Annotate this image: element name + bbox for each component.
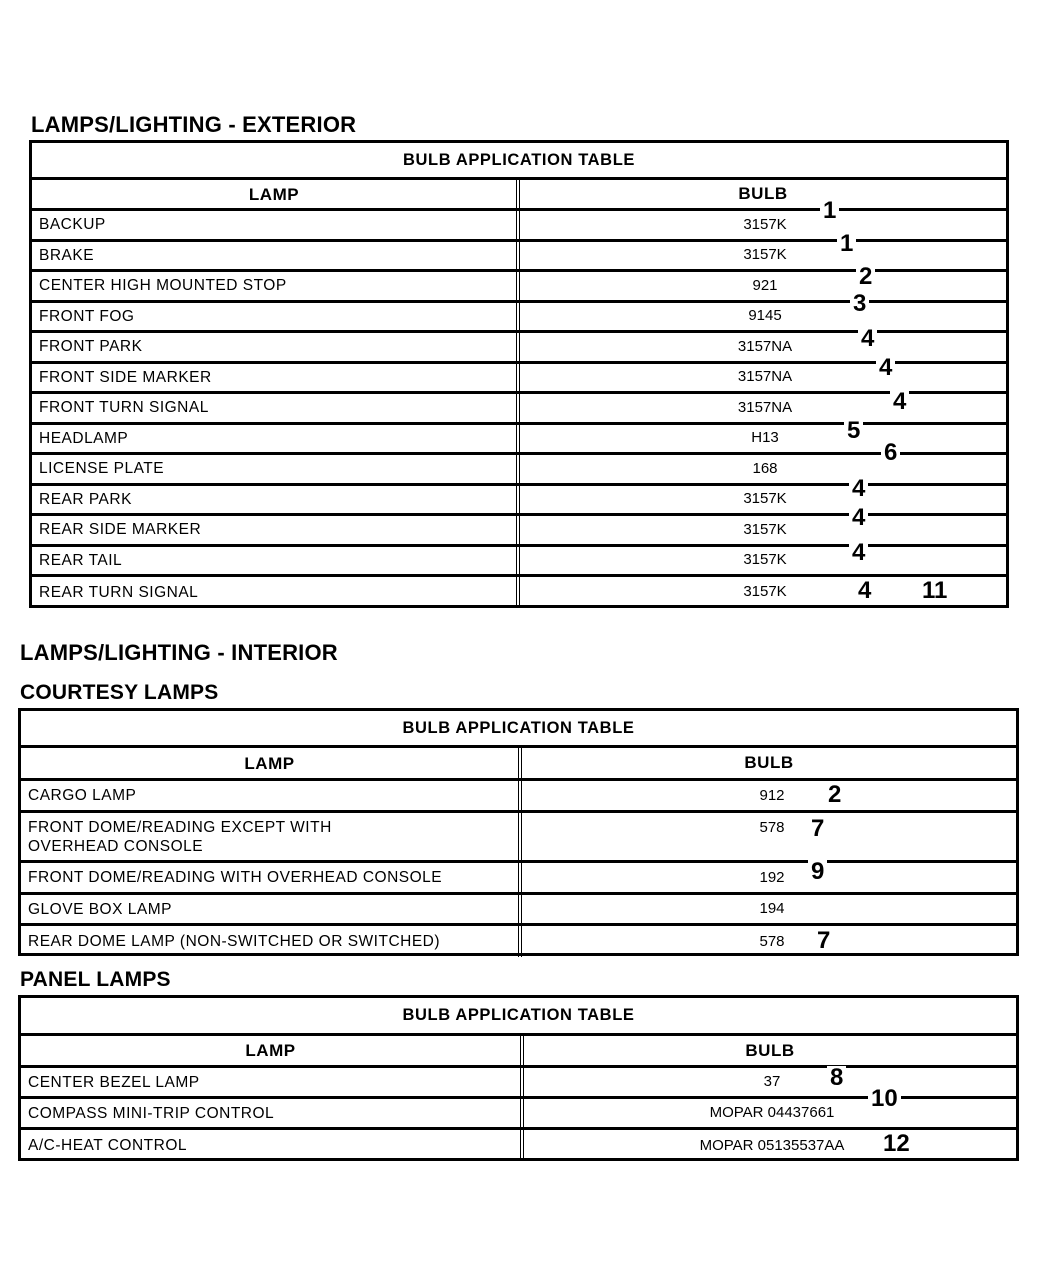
lamp-cell: CENTER HIGH MOUNTED STOP — [32, 272, 520, 300]
bulb-value: 3157K — [743, 246, 787, 264]
bulb-value: 3157K — [743, 551, 787, 569]
table-row — [32, 325, 1006, 364]
callout-number-secondary: 11 — [919, 579, 950, 603]
bulb-value: 37 — [763, 1073, 781, 1090]
table-row — [21, 1085, 1016, 1130]
table-row — [21, 1064, 1016, 1099]
column-header-bulb: BULB — [744, 753, 794, 772]
table-row — [32, 197, 1006, 242]
bulb-value: 578 — [759, 819, 785, 836]
callout-number: 4 — [849, 477, 868, 501]
callout-number: 1 — [820, 199, 839, 223]
bulb-cell — [524, 1085, 1016, 1127]
callout-number: 4 — [890, 390, 909, 414]
callout-number: 10 — [868, 1087, 901, 1111]
table-row — [32, 416, 1006, 456]
lamp-cell: HEADLAMP — [32, 425, 520, 453]
callout-number: 9 — [808, 860, 827, 884]
bulb-value: 3157K — [743, 490, 787, 508]
bulb-cell — [522, 858, 1016, 892]
exterior-heading: LAMPS/LIGHTING - EXTERIOR — [31, 112, 357, 137]
bulb-value: 3157NA — [737, 337, 793, 355]
lamp-cell: BACKUP — [32, 211, 520, 239]
callout-number: 4 — [849, 506, 868, 530]
callout-number: 2 — [825, 783, 844, 807]
bulb-cell — [522, 781, 1016, 810]
bulb-value: 9145 — [748, 307, 782, 325]
callout-number: 2 — [856, 265, 875, 289]
interior-heading: LAMPS/LIGHTING - INTERIOR — [20, 640, 338, 665]
lamp-cell: FRONT DOME/READING WITH OVERHEAD CONSOLE — [21, 863, 522, 892]
bulb-cell — [520, 263, 1006, 300]
table-row — [21, 858, 1016, 895]
bulb-cell — [522, 926, 1016, 957]
bulb-cell — [520, 197, 1006, 239]
bulb-cell — [520, 439, 1006, 483]
bulb-value: 912 — [759, 786, 785, 804]
bulb-value: 168 — [752, 459, 778, 477]
callout-number: 4 — [855, 579, 874, 603]
lamp-cell: A/C-HEAT CONTROL — [21, 1130, 524, 1161]
lamp-cell: FRONT SIDE MARKER — [32, 364, 520, 392]
table-row — [21, 813, 1016, 863]
callout-number: 5 — [844, 419, 863, 443]
table-row — [32, 577, 1006, 608]
column-header-bulb: BULB — [745, 1040, 795, 1060]
lamp-text-line1: FRONT DOME/READING EXCEPT WITH — [28, 819, 332, 836]
column-header-lamp: LAMP — [21, 748, 522, 778]
lamp-cell — [21, 813, 522, 860]
bulb-cell — [524, 1130, 1016, 1161]
bulb-value: 3157NA — [737, 368, 793, 386]
lamp-text-line2: OVERHEAD CONSOLE — [28, 838, 204, 855]
lamp-cell: COMPASS MINI-TRIP CONTROL — [21, 1099, 524, 1127]
table-row — [21, 781, 1016, 813]
lamp-cell: REAR DOME LAMP (NON-SWITCHED OR SWITCHED) — [21, 926, 522, 957]
table-header-row — [32, 180, 1006, 211]
courtesy-bulb-table — [18, 708, 1019, 956]
lamp-cell: BRAKE — [32, 242, 520, 270]
callout-number: 4 — [858, 327, 877, 351]
callout-number: 7 — [808, 817, 827, 841]
bulb-value: 3157K — [743, 583, 787, 601]
bulb-cell — [522, 813, 1016, 860]
panel-lamps-heading: PANEL LAMPS — [20, 968, 171, 991]
lamp-cell: REAR SIDE MARKER — [32, 516, 520, 544]
exterior-bulb-table — [29, 140, 1009, 608]
bulb-cell — [520, 504, 1006, 544]
callout-number: 8 — [827, 1066, 846, 1090]
bulb-cell — [520, 577, 1006, 608]
lamp-cell: FRONT TURN SIGNAL — [32, 394, 520, 422]
bulb-cell — [520, 388, 1006, 422]
courtesy-lamps-heading: COURTESY LAMPS — [20, 681, 219, 704]
bulb-value: 3157K — [743, 520, 787, 538]
bulb-cell — [520, 353, 1006, 392]
table-row — [32, 353, 1006, 395]
table-row — [21, 926, 1016, 957]
callout-number: 1 — [837, 232, 856, 256]
lamp-cell: FRONT PARK — [32, 333, 520, 361]
table-row — [32, 538, 1006, 578]
bulb-cell — [520, 416, 1006, 453]
lamp-cell: REAR TURN SIGNAL — [32, 577, 520, 608]
bulb-value: 192 — [759, 868, 785, 886]
bulb-value: 578 — [759, 932, 785, 950]
callout-number: 6 — [881, 441, 900, 465]
column-header-bulb: BULB — [738, 184, 788, 203]
bulb-cell — [522, 895, 1016, 923]
bulb-value: MOPAR 04437661 — [709, 1104, 835, 1121]
callout-number: 4 — [876, 356, 895, 380]
bulb-cell — [520, 325, 1006, 361]
bulb-cell — [524, 1064, 1016, 1096]
table-caption: BULB APPLICATION TABLE — [21, 998, 1016, 1036]
lamp-cell: CENTER BEZEL LAMP — [21, 1068, 524, 1096]
callout-number: 7 — [814, 929, 833, 953]
bulb-value: 3157K — [743, 215, 787, 233]
bulb-cell — [520, 229, 1006, 270]
bulb-value: 3157NA — [737, 398, 793, 416]
lamp-cell: REAR TAIL — [32, 547, 520, 575]
table-row — [21, 895, 1016, 926]
table-row — [21, 1130, 1016, 1161]
callout-number: 3 — [850, 292, 869, 316]
callout-number: 12 — [880, 1132, 913, 1156]
bulb-value: 194 — [759, 900, 785, 917]
bulb-value: 921 — [752, 276, 778, 294]
panel-bulb-table — [18, 995, 1019, 1161]
lamp-cell: FRONT FOG — [32, 303, 520, 331]
lamp-cell: LICENSE PLATE — [32, 455, 520, 483]
bulb-cell — [520, 538, 1006, 575]
lamp-cell: REAR PARK — [32, 486, 520, 514]
bulb-cell — [520, 474, 1006, 514]
table-header-row — [21, 748, 1016, 781]
table-header-row — [21, 1036, 1016, 1068]
bulb-value: H13 — [751, 429, 779, 447]
table-caption: BULB APPLICATION TABLE — [32, 143, 1006, 180]
table-caption: BULB APPLICATION TABLE — [21, 711, 1016, 748]
lamp-cell: CARGO LAMP — [21, 781, 522, 810]
column-header-lamp: LAMP — [32, 180, 520, 208]
bulb-value: MOPAR 05135537AA — [699, 1136, 845, 1154]
lamp-cell: GLOVE BOX LAMP — [21, 895, 522, 923]
column-header-lamp: LAMP — [21, 1036, 524, 1065]
bulb-cell — [520, 289, 1006, 331]
callout-number: 4 — [849, 541, 868, 565]
